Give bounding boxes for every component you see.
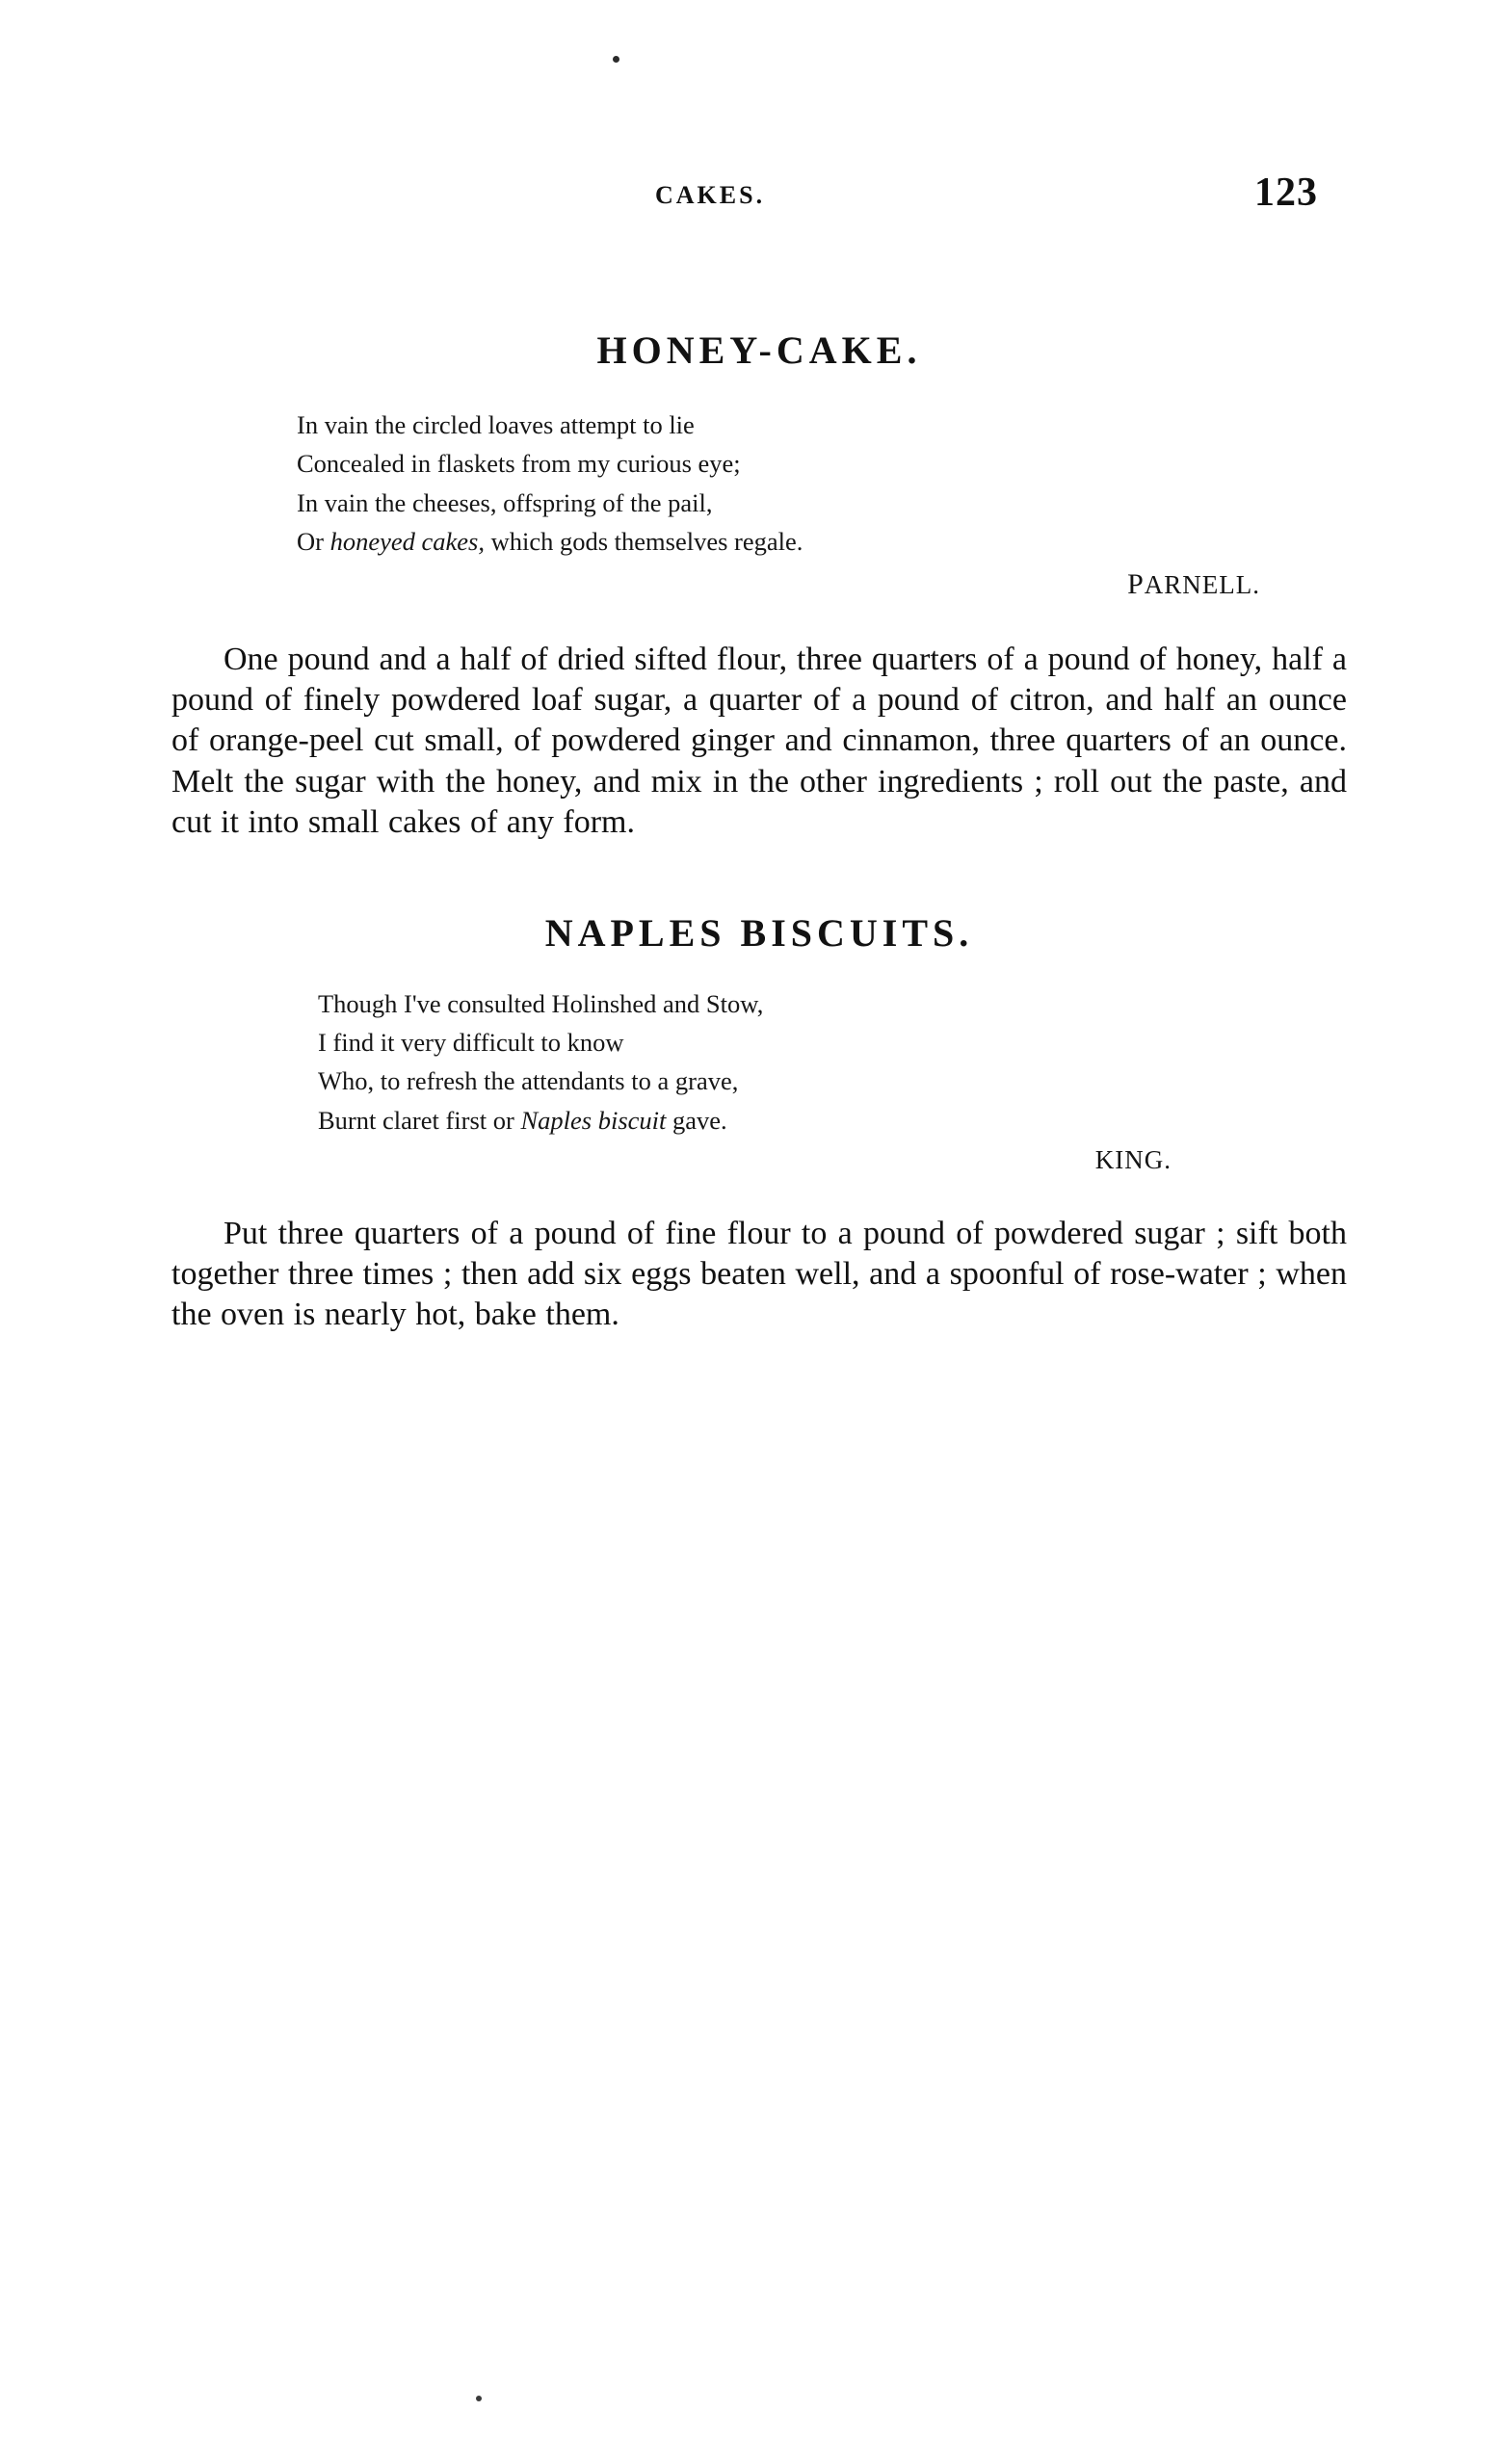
recipe-title-honey-cake: HONEY-CAKE. [596,328,922,372]
epigraph-attribution-king [171,1145,1347,1175]
epigraph-attribution-parnell [171,568,1347,601]
epigraph-last-post: gave. [666,1105,727,1135]
epigraph-line: In vain the cheeses, offspring of the pail, [297,487,713,517]
epigraph-last-italic: honeyed cakes, [329,526,485,556]
epigraph-honey-cake [171,406,1347,561]
top-printer-mark [613,56,619,63]
bottom-printer-mark [476,2396,482,2401]
attribution-rest: ARNELL. [1144,570,1260,600]
page-content [171,328,1347,1335]
epigraph-line: Concealed in flaskets from my curious eye; [297,449,741,479]
epigraph-naples-biscuits [171,984,1347,1140]
epigraph-last-pre: Burnt claret first or [318,1105,521,1135]
epigraph-line: In vain the circled loaves attempt to lie [297,410,695,439]
epigraph-last-post: which gods themselves regale. [484,526,803,556]
epigraph-line: I find it very difficult to know [318,1028,624,1058]
attribution-initial: K [1094,1144,1116,1174]
page-number: 123 [1254,170,1318,215]
epigraph-line-last [318,1101,1347,1140]
epigraph-line: Who, to refresh the attendants to a grave, [318,1066,739,1096]
section-spacer [171,843,1347,910]
attribution-initial: P [1127,568,1145,601]
recipe-body-naples-biscuits: Put three quarters of a pound of fine flour to a pound of powdered sugar ; sift both together three times ; then add six eggs beaten well, and a spoonful of rose-water ; when the oven is nearly hot, bake them. [171,1215,1347,1333]
epigraph-line-last [297,522,1347,561]
recipe-title-naples-biscuits: NAPLES BISCUITS. [544,910,974,955]
attribution-rest: ING. [1115,1144,1172,1174]
running-head-title: CAKES. [655,181,766,209]
running-head [0,170,1501,225]
epigraph-last-italic: Naples biscuit [520,1105,667,1135]
epigraph-line: Though I've consulted Holinshed and Stow, [318,988,764,1018]
epigraph-last-pre: Or [297,526,330,556]
recipe-body-honey-cake: One pound and a half of dried sifted flour, three quarters of a pound of honey, half a pound of finely powdered loaf sugar, a quarter of a pound of citron, and half an ounce of orange-peel cut small, of powdered ginger and cinnamon, three quarters of an ounce. Melt the sugar with the honey, and mix in the other ingredients ; roll out the paste, and cut it into small cakes of any form. [171,642,1347,840]
